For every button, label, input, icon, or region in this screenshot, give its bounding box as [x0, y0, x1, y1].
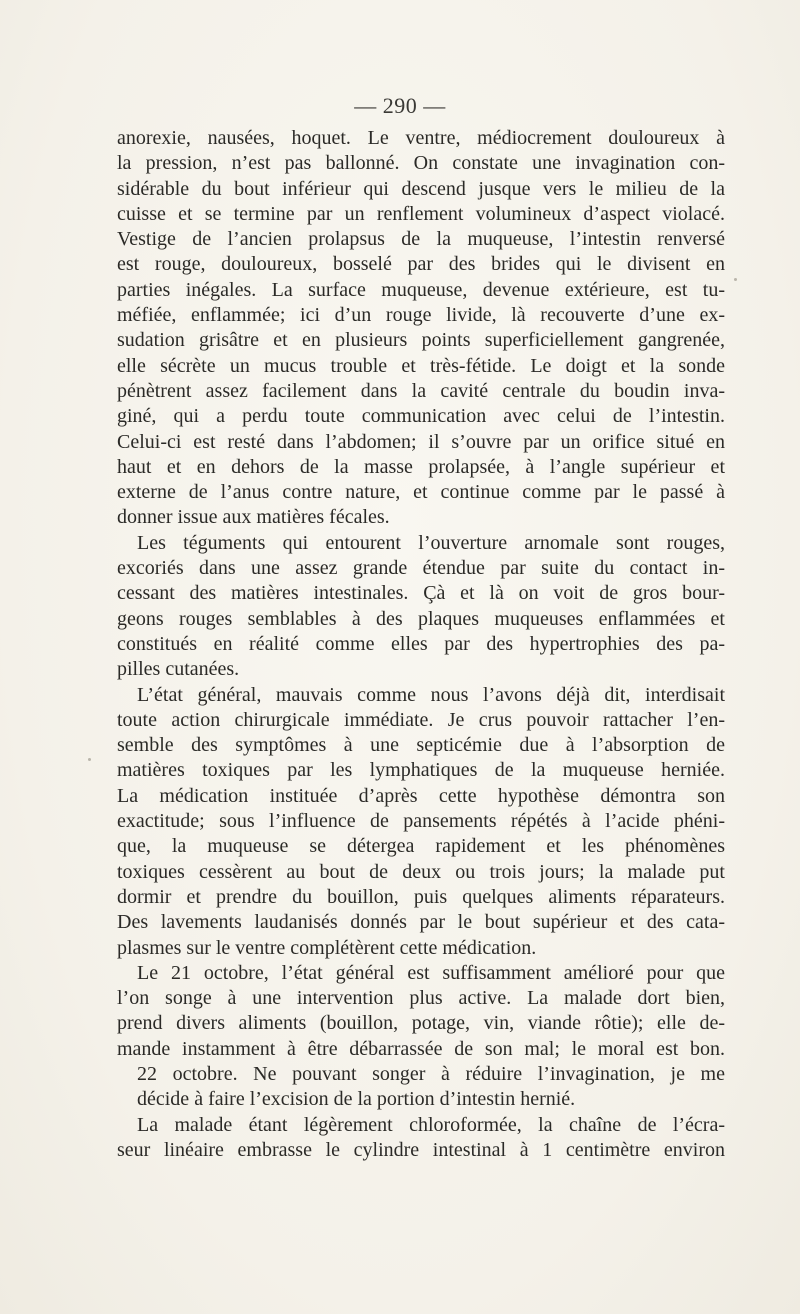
text-line: plasmes sur le ventre complétèrent cette médication. [117, 936, 537, 959]
paper-speck [734, 278, 737, 281]
text-line: excoriés dans une assez grande étendue par suite du contact in- [117, 557, 725, 580]
text-line: L’état général, mauvais comme nous l’avons déjà dit, interdisait [137, 683, 725, 706]
text-line: cessant des matières intestinales. Çà et là on voit de gros bour- [117, 582, 725, 605]
text-line: sudation grisâtre et en plusieurs points superficiellement gangrenée, [117, 329, 725, 352]
text-line: matières toxiques par les lymphatiques de la muqueuse herniée. [117, 759, 725, 782]
text-line: pénètrent assez facilement dans la cavité centrale du boudin inva- [117, 379, 725, 402]
text-line: Celui-ci est resté dans l’abdomen; il s’ouvre par un orifice situé en [117, 430, 725, 453]
text-line: exactitude; sous l’influence de pansements répétés à l’acide phéni- [117, 810, 725, 833]
text-line: Les téguments qui entourent l’ouverture arnomale sont rouges, [137, 531, 725, 554]
text-line: sidérable du bout inférieur qui descend jusque vers le milieu de la [117, 177, 725, 200]
paper-speck [88, 758, 91, 761]
text-line: est rouge, douloureux, bosselé par des brides qui le divisent en [117, 253, 725, 276]
text-line: haut et en dehors de la masse prolapsée, à l’angle supérieur et [117, 455, 725, 478]
text-line: la pression, n’est pas ballonné. On constate une invagination con- [117, 152, 725, 175]
text-line: décide à faire l’excision de la portion d’intestin hernié. [137, 1088, 576, 1111]
text-line: Vestige de l’ancien prolapsus de la muqueuse, l’intestin renversé [117, 228, 725, 251]
text-line: constitués en réalité comme elles par des hypertrophies des pa- [117, 632, 725, 655]
text-line: prend divers aliments (bouillon, potage, vin, viande rôtie); elle de- [117, 1012, 725, 1035]
text-line: parties inégales. La surface muqueuse, devenue extérieure, est tu- [117, 278, 725, 301]
text-line: Des lavements laudanisés donnés par le bout supérieur et des cata- [117, 911, 725, 934]
text-line: giné, qui a perdu toute communication avec celui de l’intestin. [117, 405, 725, 428]
text-line: mande instamment à être débarrassée de son mal; le moral est bon. [117, 1037, 725, 1060]
text-line: La médication instituée d’après cette hypothèse démontra son [117, 784, 725, 807]
page-number: — 290 — [354, 93, 446, 118]
text-line: geons rouges semblables à des plaques muqueuses enflammées et [117, 607, 725, 630]
text-line: toxiques cessèrent au bout de deux ou trois jours; la malade put [117, 860, 725, 883]
text-line: dormir et prendre du bouillon, puis quelques aliments réparateurs. [117, 885, 725, 908]
text-line: 22 octobre. Ne pouvant songer à réduire l’invagination, je me [137, 1062, 725, 1085]
text-line: seur linéaire embrasse le cylindre intestinal à 1 centimètre environ [117, 1138, 725, 1161]
text-line: l’on songe à une intervention plus active. La malade dort bien, [117, 987, 725, 1010]
text-line: méfiée, enflammée; ici d’un rouge livide, là recouverte d’une ex- [117, 304, 725, 327]
text-line: externe de l’anus contre nature, et continue comme par le passé à [117, 481, 725, 504]
text-line: semble des symptômes à une septicémie due à l’absorption de [117, 734, 725, 757]
text-line: toute action chirurgicale immédiate. Je crus pouvoir rattacher l’en- [117, 708, 725, 731]
text-line: La malade étant légèrement chloroformée, la chaîne de l’écra- [137, 1113, 725, 1136]
text-line: Le 21 octobre, l’état général est suffisamment amélioré pour que [137, 961, 725, 984]
text-line: donner issue aux matières fécales. [117, 506, 390, 529]
text-line: elle sécrète un mucus trouble et très-fétide. Le doigt et la sonde [117, 354, 725, 377]
text-line: pilles cutanées. [117, 658, 240, 681]
text-line: que, la muqueuse se détergea rapidement et les phénomènes [117, 835, 725, 858]
text-line: cuisse et se termine par un renflement volumineux d’aspect violacé. [117, 202, 725, 225]
body-text [117, 126, 725, 1163]
text-line: anorexie, nausées, hoquet. Le ventre, médiocrement douloureux à [117, 127, 725, 149]
